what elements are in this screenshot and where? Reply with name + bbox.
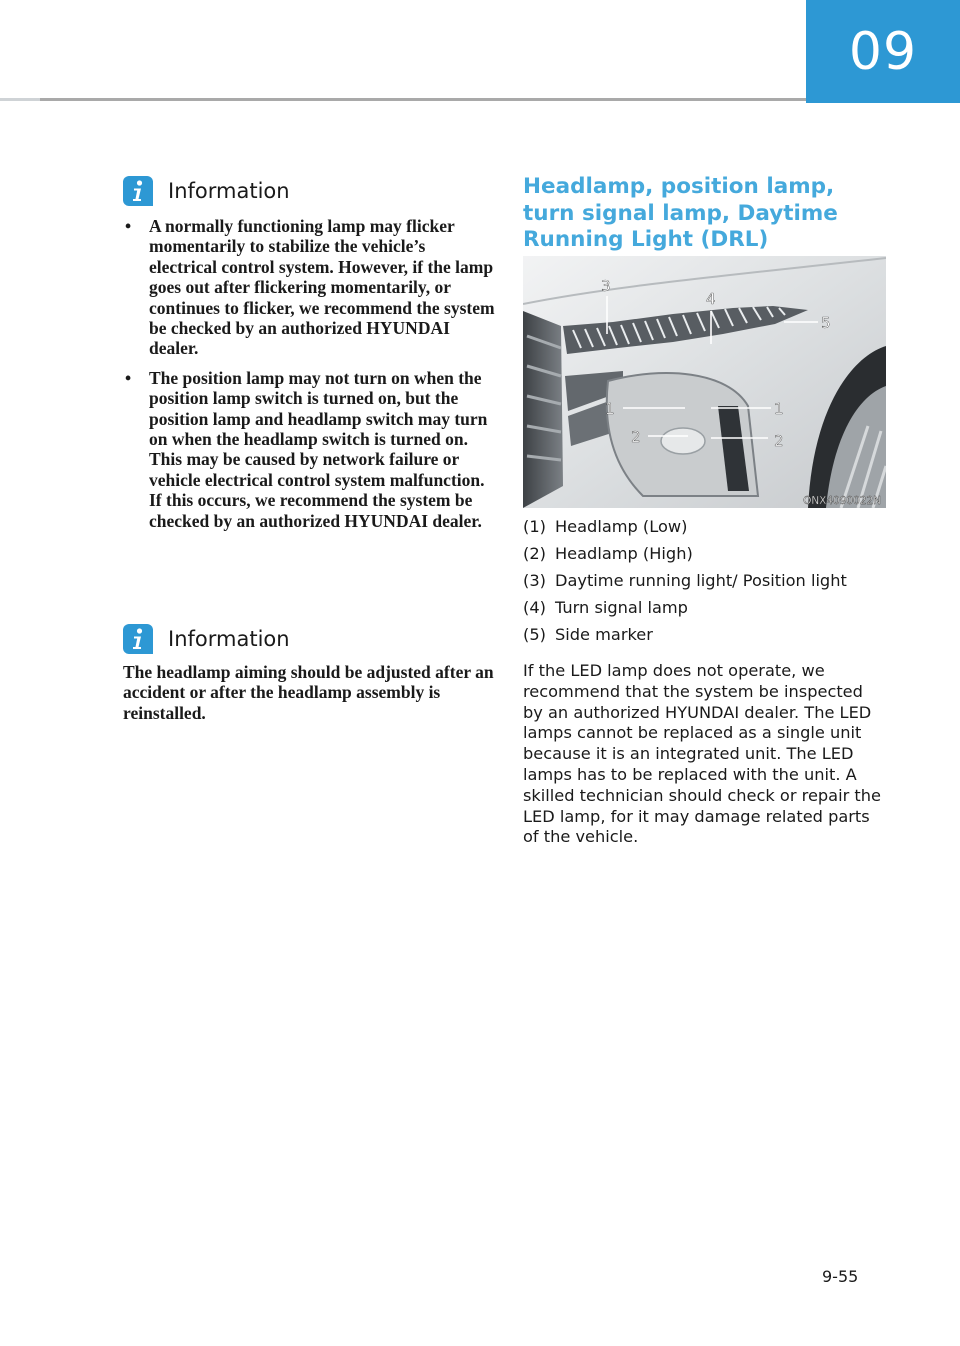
callout-2-left: 2 bbox=[631, 428, 641, 446]
led-replacement-paragraph: If the LED lamp does not operate, we recommend that the system be inspected by an authorized HYUNDAI dealer. The LED lamps cannot be replaced as a single unit because it is an integrated unit. The LED lamps has to be replaced with the unit. A skilled technician should check or repair the LED lamp, for it may damage related parts of the vehicle. bbox=[523, 661, 881, 847]
info-box-2-text: The headlamp aiming should be adjusted after an accident or after the headlamp assembly is reinstalled. bbox=[123, 662, 494, 723]
legend-num: (1) bbox=[523, 517, 546, 536]
list-item bbox=[523, 567, 847, 594]
legend-num: (4) bbox=[523, 598, 546, 617]
page-number: 9-55 bbox=[822, 1267, 859, 1286]
legend-num: (2) bbox=[523, 544, 546, 563]
callout-1-right: 1 bbox=[774, 400, 784, 418]
list-item bbox=[523, 540, 847, 567]
legend-label: Headlamp (Low) bbox=[555, 517, 688, 536]
figure-code: ONX4090022N bbox=[803, 495, 881, 507]
legend-label: Turn signal lamp bbox=[555, 598, 688, 617]
list-item: • A normally functioning lamp may flicker momentarily to stabilize the vehicle’s electrical control system. However, if the lamp goes out after flickering momentarily, or continues to flicker, we recommend the system be checked by an authorized HYUNDAI dealer. bbox=[125, 216, 495, 359]
legend-num: (5) bbox=[523, 625, 546, 644]
headlamp-figure bbox=[523, 256, 886, 508]
figure-legend bbox=[523, 513, 847, 648]
callout-2-right: 2 bbox=[774, 432, 784, 450]
chapter-tab bbox=[806, 0, 960, 103]
chapter-number: 09 bbox=[848, 21, 918, 82]
legend-label: Side marker bbox=[555, 625, 653, 644]
header-rule-accent bbox=[0, 98, 40, 101]
info-box-1-title: Information bbox=[168, 179, 290, 203]
bullet-text: A normally functioning lamp may flicker momentarily to stabilize the vehicle’s electrical control system. However, if the lamp goes out after flickering momentarily, or continues to flicker, we recommend the system be checked by an authorized HYUNDAI dealer. bbox=[149, 216, 495, 359]
legend-label: Headlamp (High) bbox=[555, 544, 693, 563]
info-box-2-header bbox=[123, 624, 290, 654]
header-rule bbox=[0, 98, 806, 101]
info-box-2-title: Information bbox=[168, 627, 290, 651]
legend-num: (3) bbox=[523, 571, 546, 590]
callout-5: 5 bbox=[821, 314, 831, 332]
list-item: • The position lamp may not turn on when the position lamp switch is turned on, but the position lamp and headlamp switch may turn on when the headlamp switch is turned on. This may be caused by network failure or vehicle electrical control system malfunction. If this occurs, we recommend the system be checked by an authorized HYUNDAI dealer. bbox=[125, 367, 488, 531]
info-box-1-bullets bbox=[125, 216, 497, 540]
callout-4: 4 bbox=[706, 290, 716, 308]
legend-label: Daytime running light/ Position light bbox=[555, 571, 847, 590]
info-box-1-header bbox=[123, 176, 290, 206]
list-item bbox=[523, 513, 847, 540]
section-heading: Headlamp, position lamp, turn signal lamp, Daytime Running Light (DRL) bbox=[523, 174, 838, 252]
callout-1-left: 1 bbox=[605, 400, 615, 418]
info-icon bbox=[123, 176, 153, 206]
list-item bbox=[523, 594, 847, 621]
list-item bbox=[523, 621, 847, 648]
bullet-text: The position lamp may not turn on when the position lamp switch is turned on, but the position lamp and headlamp switch may turn on when the headlamp switch is turned on. This may be caused by network failure or vehicle electrical control system malfunction. If this occurs, we recommend the system be checked by an authorized HYUNDAI dealer. bbox=[149, 367, 488, 531]
callout-3: 3 bbox=[601, 277, 611, 295]
info-icon bbox=[123, 624, 153, 654]
